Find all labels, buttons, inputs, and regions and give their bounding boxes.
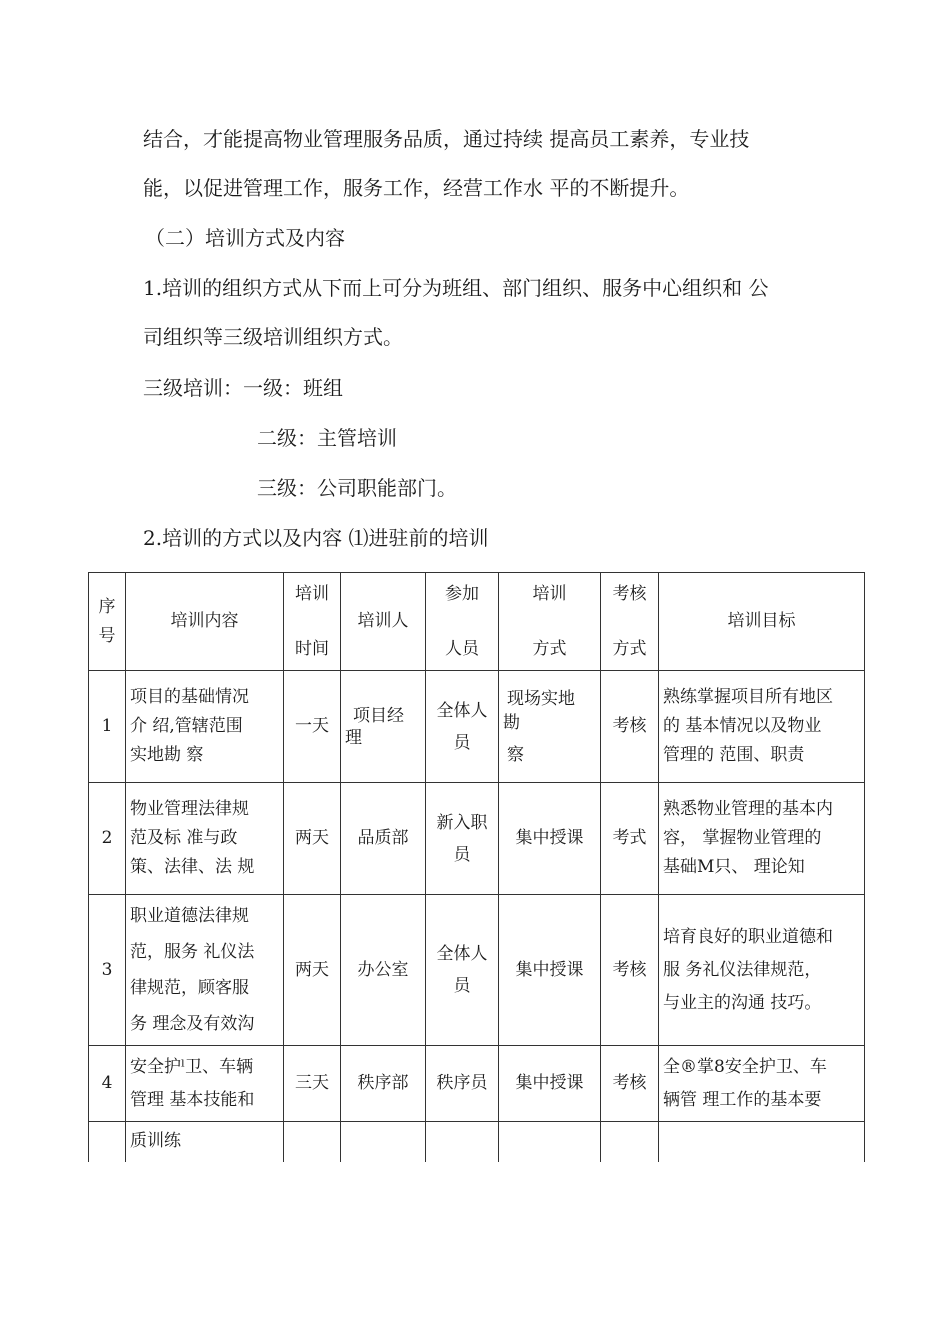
header-participants-spacer: [430, 609, 494, 635]
cell-participants-line: 全体人: [436, 944, 488, 964]
cell-trainer-line: 项目经: [353, 705, 404, 726]
cell-content-line: 范，服务 礼仪法: [130, 942, 255, 962]
cell-participants: [426, 1122, 499, 1162]
cell-trainer: 秩序部: [341, 1046, 426, 1122]
header-participants: [426, 573, 499, 671]
cell-content-line: 物业管理法律规: [130, 799, 249, 819]
header-exam-line-2: 方式: [612, 638, 647, 659]
cell-num: 4: [89, 1046, 126, 1122]
cell-goal-line: 培育良好的职业道德和: [663, 926, 833, 947]
cell-exam: 考核: [601, 671, 659, 783]
cell-num: [89, 1122, 126, 1162]
cell-participants-line: 员: [453, 976, 471, 996]
cell-exam: 考式: [601, 783, 659, 895]
cell-participants: [426, 895, 499, 1046]
cell-goal: [659, 895, 865, 1046]
cell-exam: 考核: [601, 1046, 659, 1122]
cell-content: [126, 671, 284, 783]
cell-exam: [601, 1122, 659, 1162]
cell-trainer: [341, 1122, 426, 1162]
cell-content-line: 范及标 准与政: [130, 828, 238, 848]
cell-goal-line: 的 基本情况以及物业: [663, 716, 822, 736]
cell-content-line: 实地勘 察: [130, 745, 204, 765]
header-participants-line-1: 参加: [445, 583, 479, 604]
cell-content-line: 安全护ˡ卫、车辆: [130, 1056, 254, 1077]
section-heading: （二）培训方式及内容: [145, 226, 345, 250]
table-row: [89, 1046, 865, 1122]
cell-method-line: 勘: [503, 712, 520, 733]
cell-goal-line: 与业主的沟通 技巧。: [663, 992, 822, 1013]
cell-participants-line: 员: [453, 844, 471, 865]
header-goal: 培训目标: [659, 573, 865, 671]
paragraph-organization-line-2: 司组织等三级培训组织方式。: [143, 325, 403, 349]
header-participants-line-2: 人员: [445, 638, 479, 659]
cell-num: 3: [89, 895, 126, 1046]
header-exam-spacer: [605, 609, 654, 635]
cell-method-line: 现场实地: [507, 688, 575, 709]
cell-participants: [426, 783, 499, 895]
cell-time: 两天: [284, 895, 341, 1046]
cell-time: [284, 1122, 341, 1162]
cell-goal: [659, 1122, 865, 1162]
cell-time: 两天: [284, 783, 341, 895]
paragraph-method-heading: 2.培训的方式以及内容 ⑴进驻前的培训: [143, 526, 489, 550]
cell-trainer: 办公室: [341, 895, 426, 1046]
cell-content-line: 策、法律、法 规: [130, 857, 255, 877]
cell-content-line: 管理 基本技能和: [130, 1089, 255, 1110]
table-header-row: [89, 573, 865, 671]
cell-content-line: 务 理念及有效沟: [130, 1014, 255, 1034]
cell-participants-line: 全体人: [436, 700, 488, 721]
paragraph-intro-line-1: 结合，才能提高物业管理服务品质，通过持续 提高员工素养，专业技: [143, 127, 750, 151]
paragraph-organization: [143, 264, 873, 362]
cell-num: 2: [89, 783, 126, 895]
cell-method-line: 察: [507, 744, 524, 765]
cell-time: 三天: [284, 1046, 341, 1122]
cell-trainer: [341, 671, 426, 783]
cell-content-line: 律规范，顾客服: [130, 978, 249, 998]
cell-goal-line: 熟练掌握项目所有地区: [663, 687, 833, 707]
cell-trainer: 品质部: [341, 783, 426, 895]
cell-goal: [659, 671, 865, 783]
cell-goal-line: 管理的 范围、职责: [663, 745, 805, 765]
header-method-line-1: 培训: [532, 583, 567, 604]
cell-content: [126, 1046, 284, 1122]
cell-goal-line: 辆管 理工作的基本要: [663, 1089, 822, 1110]
cell-method: [499, 671, 601, 783]
level-3-text: 三级：公司职能部门。: [257, 476, 457, 500]
header-trainer: 培训人: [341, 573, 426, 671]
header-method: [499, 573, 601, 671]
cell-goal-line: 容， 掌握物业管理的: [663, 828, 822, 848]
table-row: [89, 783, 865, 895]
header-method-line-2: 方式: [532, 638, 567, 659]
table-row: [89, 671, 865, 783]
header-method-spacer: [503, 609, 596, 635]
header-time-line-1: 培训: [295, 583, 329, 604]
cell-goal-line: 熟悉物业管理的基本内: [663, 799, 833, 819]
header-time: [284, 573, 341, 671]
cell-participants-line: 员: [453, 732, 471, 753]
cell-participants: [426, 671, 499, 783]
cell-trainer-line: 理: [345, 727, 362, 748]
cell-method: 集中授课: [499, 1046, 601, 1122]
header-num-line-1: 序: [98, 596, 116, 617]
cell-content: [126, 783, 284, 895]
header-num: [89, 573, 126, 671]
cell-goal-line: 服 务礼仪法律规范，: [663, 959, 822, 980]
level-1-text: 三级培训：一级：班组: [143, 376, 343, 400]
paragraph-intro: [143, 115, 873, 213]
cell-num: 1: [89, 671, 126, 783]
cell-content-line: 项目的基础情况: [130, 687, 249, 707]
cell-exam: 考核: [601, 895, 659, 1046]
header-exam-line-1: 考核: [612, 583, 647, 604]
cell-content-line: 介 绍,管辖范围: [130, 716, 243, 736]
header-time-line-2: 时间: [295, 638, 329, 659]
header-content: 培训内容: [126, 573, 284, 671]
cell-content: [126, 895, 284, 1046]
cell-method: 集中授课: [499, 895, 601, 1046]
paragraph-intro-line-2: 能，以促进管理工作，服务工作，经营工作水 平的不断提升。: [143, 176, 690, 200]
cell-goal-line: 全®掌8安全护卫、车: [663, 1056, 827, 1077]
header-exam: [601, 573, 659, 671]
cell-goal: [659, 1046, 865, 1122]
cell-content-line: 职业道德法律规: [130, 906, 249, 926]
table-row: [89, 1122, 865, 1162]
cell-time: 一天: [284, 671, 341, 783]
paragraph-organization-line-1: 1.培训的组织方式从下而上可分为班组、部门组织、服务中心组织和 公: [143, 276, 769, 300]
cell-participants-line: 新入职: [436, 812, 488, 833]
cell-goal: [659, 783, 865, 895]
cell-content: 质训练: [126, 1122, 284, 1162]
header-time-spacer: [288, 609, 336, 635]
level-2-text: 二级：主管培训: [257, 426, 397, 450]
table-row: [89, 895, 865, 1046]
cell-method: 集中授课: [499, 783, 601, 895]
training-table: [88, 572, 865, 1162]
cell-participants: 秩序员: [426, 1046, 499, 1122]
cell-method: [499, 1122, 601, 1162]
cell-goal-line: 基础M只、 理论知: [663, 857, 805, 877]
header-num-line-2: 号: [98, 625, 116, 646]
